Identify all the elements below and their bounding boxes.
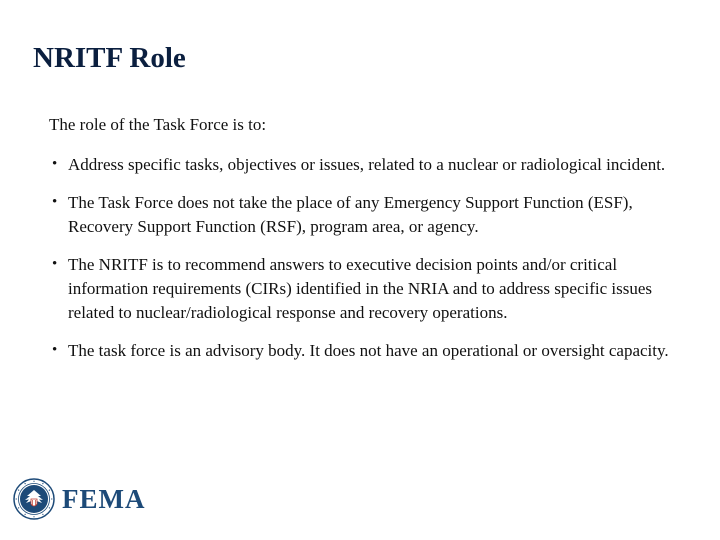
bullet-text: The Task Force does not take the place of any Emergency Support Function (ESF), Recovery Support Function (RSF), program area, or agency. xyxy=(68,193,633,236)
bullet-text: The task force is an advisory body. It does not have an operational or oversight capacity. xyxy=(68,341,669,360)
slide-body xyxy=(49,113,689,377)
bullet-marker: • xyxy=(52,156,58,172)
bullet-text: The NRITF is to recommend answers to executive decision points and/or critical information requirements (CIRs) identified in the NRIA and to address specific issues related to nuclear/radiological response and recovery operations. xyxy=(68,255,653,322)
dhs-seal-icon xyxy=(13,478,55,520)
bullet-marker: • xyxy=(52,194,58,210)
bullet-item xyxy=(49,339,689,363)
slide-title: NRITF Role xyxy=(33,42,186,74)
bullet-item xyxy=(49,191,689,239)
bullet-marker: • xyxy=(52,256,58,272)
bullet-marker: • xyxy=(52,342,58,358)
intro-text: The role of the Task Force is to: xyxy=(49,115,267,134)
bullet-item xyxy=(49,253,689,325)
fema-wordmark: FEMA xyxy=(62,483,146,514)
bullet-text: Address specific tasks, objectives or issues, related to a nuclear or radiological incident. xyxy=(68,155,666,174)
bullet-item xyxy=(49,153,689,177)
fema-logo xyxy=(13,478,145,520)
bullet-list xyxy=(49,153,689,363)
